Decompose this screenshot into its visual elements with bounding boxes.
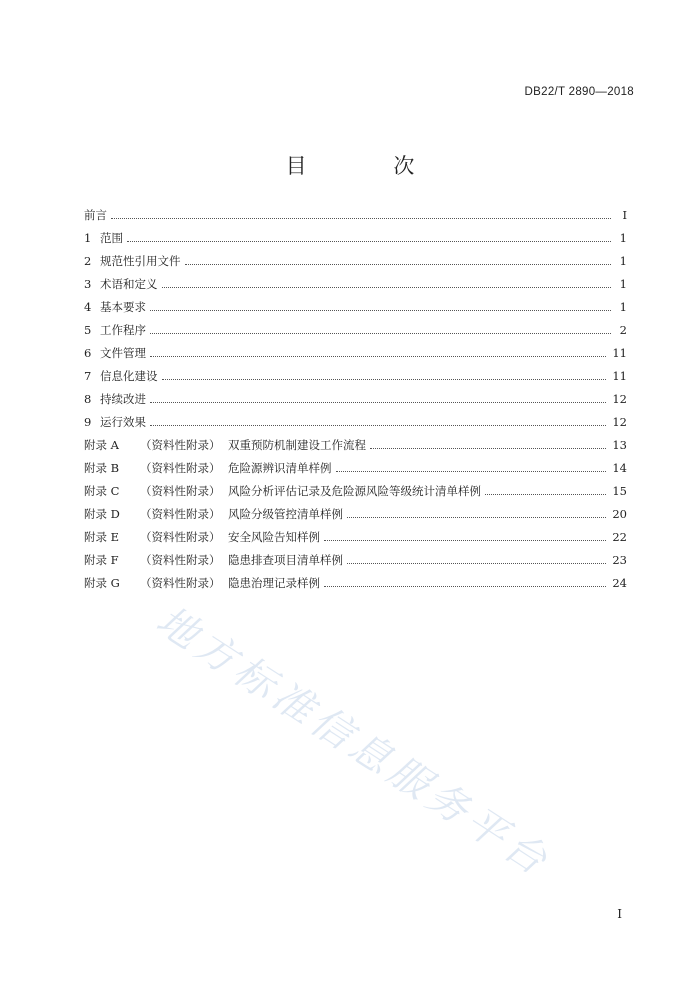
toc-entry-label: 术语和定义 [100, 277, 158, 291]
page-title: 目 次 [285, 154, 455, 178]
toc-entry-page: 20 [612, 507, 627, 521]
footer-page-number: I [617, 907, 622, 921]
toc-entry-page: 24 [612, 576, 627, 590]
toc-entry-page: 12 [612, 415, 627, 429]
watermark: 地方标准信息服务平台 [148, 597, 559, 887]
toc-entry-page: 11 [612, 346, 627, 360]
toc-appendix-a[interactable] [84, 437, 627, 460]
toc-entry-4[interactable] [84, 299, 627, 322]
toc-entry-6[interactable] [84, 345, 627, 368]
toc-entry-label: 文件管理 [100, 346, 146, 360]
toc-entry-page: 15 [612, 484, 627, 498]
dot-leader [150, 333, 611, 334]
toc-entry-page: 2 [619, 323, 627, 337]
toc-entry-page: 1 [619, 277, 627, 291]
toc-entry-5[interactable] [84, 322, 627, 345]
toc-entry-number: 2 [84, 254, 92, 268]
toc-entry-label: 前言 [84, 208, 107, 222]
toc-entry-label: 工作程序 [100, 323, 146, 337]
appendix-label: 附录 G [84, 576, 120, 590]
toc-entry-page: 14 [612, 461, 627, 475]
dot-leader [185, 264, 612, 265]
toc-entry-label: 基本要求 [100, 300, 146, 314]
toc-entry-3[interactable] [84, 276, 627, 299]
toc-entry-number: 8 [84, 392, 92, 406]
toc-entry-page: 13 [612, 438, 627, 452]
dot-leader [150, 402, 606, 403]
appendix-type: （资料性附录） [140, 484, 221, 498]
toc-appendix-c[interactable] [84, 483, 627, 506]
appendix-title: 风险分析评估记录及危险源风险等级统计清单样例 [228, 484, 481, 498]
toc-entry-8[interactable] [84, 391, 627, 414]
toc-entry-page: 12 [612, 392, 627, 406]
dot-leader [127, 241, 611, 242]
appendix-title: 安全风险告知样例 [228, 530, 320, 544]
toc-entry-label: 信息化建设 [100, 369, 158, 383]
appendix-title: 风险分级管控清单样例 [228, 507, 343, 521]
toc-entry-number: 7 [84, 369, 92, 383]
toc-appendix-e[interactable] [84, 529, 627, 552]
toc-entry-page: I [622, 208, 627, 222]
toc-entry-page: 1 [619, 231, 627, 245]
appendix-title: 隐患治理记录样例 [228, 576, 320, 590]
appendix-type: （资料性附录） [140, 576, 221, 590]
toc-entry-page: 11 [612, 369, 627, 383]
toc-entry-number: 3 [84, 277, 92, 291]
toc-entry-foreword[interactable] [84, 207, 627, 230]
dot-leader [347, 563, 606, 564]
toc-entry-label: 范围 [100, 231, 123, 245]
toc-entry-page: 23 [612, 553, 627, 567]
appendix-type: （资料性附录） [140, 507, 221, 521]
dot-leader [111, 218, 611, 219]
toc-entry-label: 运行效果 [100, 415, 146, 429]
dot-leader [324, 586, 606, 587]
toc-entry-number: 4 [84, 300, 92, 314]
dot-leader [150, 425, 606, 426]
toc-entry-page: 1 [619, 300, 627, 314]
toc-appendix-f[interactable] [84, 552, 627, 575]
toc-appendix-g[interactable] [84, 575, 627, 598]
toc-entry-number: 9 [84, 415, 92, 429]
toc-entry-page: 1 [619, 254, 627, 268]
toc-entry-number: 5 [84, 323, 92, 337]
appendix-label: 附录 C [84, 484, 120, 498]
table-of-contents [84, 207, 627, 598]
appendix-title: 隐患排查项目清单样例 [228, 553, 343, 567]
dot-leader [150, 310, 611, 311]
toc-appendix-d[interactable] [84, 506, 627, 529]
dot-leader [336, 471, 607, 472]
toc-entry-page: 22 [612, 530, 627, 544]
appendix-label: 附录 A [84, 438, 119, 452]
appendix-type: （资料性附录） [140, 530, 221, 544]
toc-entry-number: 6 [84, 346, 92, 360]
toc-entry-label: 持续改进 [100, 392, 146, 406]
document-code: DB22/T 2890—2018 [524, 86, 634, 98]
appendix-title: 双重预防机制建设工作流程 [228, 438, 366, 452]
toc-entry-7[interactable] [84, 368, 627, 391]
appendix-type: （资料性附录） [140, 461, 221, 475]
toc-entry-2[interactable] [84, 253, 627, 276]
dot-leader [347, 517, 606, 518]
toc-appendix-b[interactable] [84, 460, 627, 483]
toc-entry-label: 规范性引用文件 [100, 254, 181, 268]
appendix-label: 附录 F [84, 553, 119, 567]
dot-leader [162, 287, 612, 288]
appendix-type: （资料性附录） [140, 438, 221, 452]
dot-leader [485, 494, 606, 495]
toc-entry-1[interactable] [84, 230, 627, 253]
appendix-label: 附录 E [84, 530, 120, 544]
appendix-type: （资料性附录） [140, 553, 221, 567]
appendix-label: 附录 B [84, 461, 120, 475]
dot-leader [370, 448, 606, 449]
toc-entry-9[interactable] [84, 414, 627, 437]
dot-leader [162, 379, 607, 380]
dot-leader [324, 540, 606, 541]
dot-leader [150, 356, 606, 357]
appendix-label: 附录 D [84, 507, 120, 521]
appendix-title: 危险源辨识清单样例 [228, 461, 332, 475]
toc-entry-number: 1 [84, 231, 92, 245]
